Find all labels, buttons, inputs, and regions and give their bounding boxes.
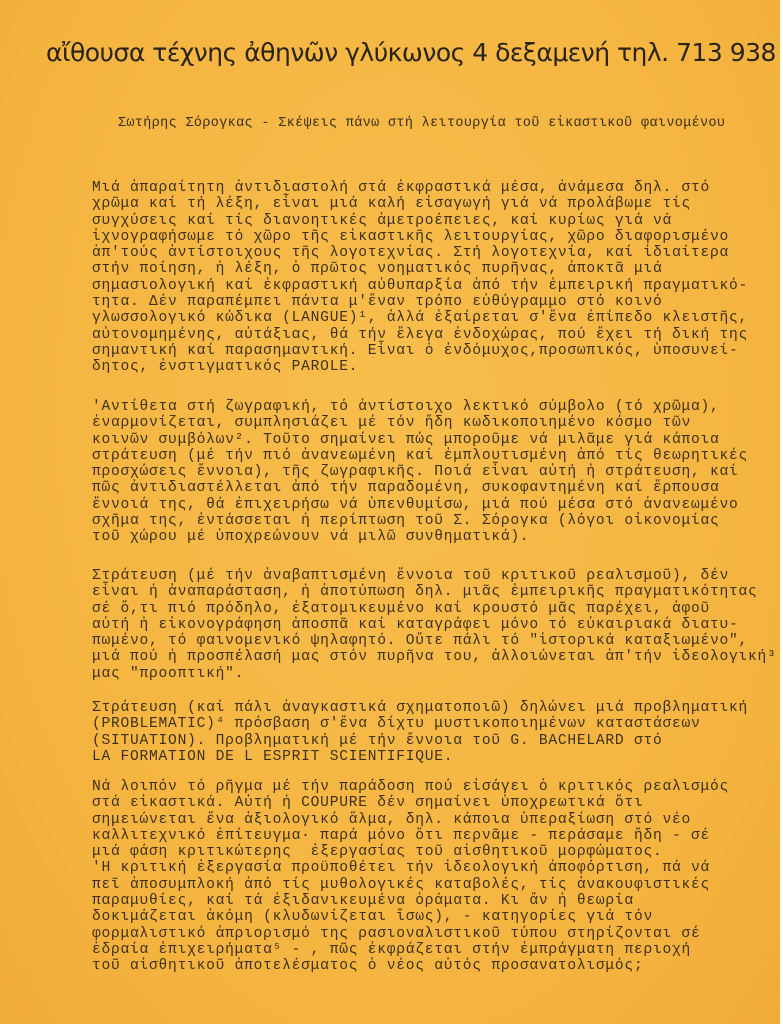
text-line: τητα. Δέν παραπέμπει πάντα μ'ἕναν τρόπο εὐθύγραμμο στό κοινό [92,294,663,311]
text-line: σημειώνεται ἕνα ἀξιολογικό ἅλμα, δηλ. κάποια ὑπεραξίωση στό νέο [92,811,691,828]
text-line: δητος, ἐνστιγματικός PAROLE. [92,359,359,376]
text-line: συγχύσεις καί τίς διανοητικές ἀμετροέπειες, καί κυρίως γιά νά [92,212,672,229]
text-line: δοκιμάζεται ἀκόμη (κλυδωνίζεται ἴσως), - κατηγορίες γιά τόν [92,909,653,926]
text-line: σχῆμα της, ἐντάσσεται ἡ περίπτωση τοῦ Σ. Σόρογκα (λόγοι οἰκονομίας [92,513,720,530]
text-line: ἑδραία ἐπιχειρήματα⁵ - , πῶς ἐκφράζεται στήν ἐμπράγματη περιοχή [92,941,691,958]
text-line: ἀπ'τούς ἀντίστοιχους τῆς λογοτεχνίας. Στή λογοτεχνία, καί ἰδιαίτερα [92,245,730,262]
paragraph-3 [92,568,777,682]
text-line: χρῶμα καί τή λέξη, εἶναι μιά καλή εἰσαγωγή γιά νά προλάβωμε τίς [92,196,691,213]
text-line: (PROBLEMATIC)⁴ πρόσβαση σ'ἕνα δίχτυ μυστικοποιημένων καταστάσεων [92,716,701,733]
text-line: τοῦ αἰσθητικοῦ ἀποτελέσματος ὁ νέος αὐτός προσανατολισμός; [92,958,644,975]
text-line: ἔννοιά της, θά ἐπιχειρήσω νά ὑπενθυμίσω, μιά πού μέσα στό ἀνανεωμένο [92,496,739,513]
text-line: ἰχνογραφήσωμε τό χῶρο τῆς εἰκαστικῆς λειτουργίας, χῶρο διαφορισμένο [92,228,730,245]
text-line: εἶναι ἡ ἀναπαράσταση, ἡ ἀποτύπωση δηλ. μιᾶς ἐμπειρικῆς πραγματικότητας [92,584,758,601]
paragraph-5 [92,779,729,975]
text-line: μιά πού ἡ προσπέλασή μας στόν πυρῆνα του, ἀλλοιώνεται ἀπ'τήν ἰδεολογική³ [92,649,777,666]
text-line: Νά λοιπόν τό ρῆγμα μέ τήν παράδοση πού εἰσάγει ὁ κριτικός ρεαλισμός [92,779,730,795]
document-title: Σωτήρης Σόρογκας - Σκέψεις πάνω στή λειτουργία τοῦ εἰκαστικοῦ φαινομένου [118,116,726,131]
text-line: Μιά ἀπαραίτητη ἀντιδιαστολή στά ἐκφραστικά μέσα, ἀνάμεσα δηλ. στό [92,180,710,196]
paragraph-1 [92,180,748,376]
text-line: σημασιολογική καί ἐκφραστική αὐθυπαρξία ἀπό τήν ἐμπειρική πραγματικό- [92,277,749,294]
text-line: σημαντική καί παρασημαντική. Εἶναι ὁ ἐνδόμυχος,προσωπικός, ὑποσυνεί- [92,342,739,359]
text-line: προσχώσεις ἔννοια), τῆς ζωγραφικῆς. Ποιά εἶναι αὐτή ἡ στράτευση, καί [92,464,739,481]
text-line: σέ ὅ,τι πιό πρόδηλο, ἐξατομικευμένο καί κρουστό μᾶς παρέχει, ἀφοῦ [92,600,710,617]
text-line: αὐτονομημένης, αὐτάξιας, θά τήν ἔλεγα ἐνδοχώρας, πού ἔχει τή δική της [92,326,749,343]
text-line: πῶς ἀντιδιαστέλλεται ἀπό τήν παραδομένη, συκοφαντημένη καί ἕρπουσα [92,480,720,497]
text-line: μιά φάση κριτικώτερης ἐξεργασίας τοῦ αἰσθητικοῦ μορφώματος. [92,844,663,861]
text-line: LA FORMATION DE L ESPRIT SCIENTIFIQUE. [92,748,454,765]
text-line: τοῦ χώρου μέ ὑποχρεώνουν νά μιλῶ συνθηματικά). [92,529,530,546]
text-line: πωμένο, τό φαινομενικό ψηλαφητό. Οὔτε πάλι τό "ἱστορικά καταξιωμένο", [92,633,749,650]
text-line: πεῖ ἀποσυμπλοκή ἀπό τίς μυθολογικές καταβολές, τίς ἀνακουφιστικές [92,876,710,893]
text-line: ἐναρμονίζεται, συμπλησιάζει μέ τόν ἤδη κωδικοποιημένο κόσμο τῶν [92,415,691,432]
text-line: 'Η κριτική ἐξεργασία προϋποθέτει τήν ἰδεολογική ἀποφόρτιση, πά νά [92,860,710,877]
text-line: γλωσσολογικό κώδικα (LANGUE)¹, ἀλλά ἐξαίρεται σ'ἕνα ἐπίπεδο κλειστῆς, [92,310,749,327]
text-line: μας "προοπτική". [92,665,245,682]
text-line: στράτευση (μέ τήν πιό ἀνανεωμένη καί ἐμπλουτισμένη ἀπό τίς θεωρητικές [92,447,749,464]
text-line: παραμυθίες, καί τά ἐξιδανικευμένα ὁράματα. Κι ἄν ἡ θεωρία [92,893,634,910]
letterhead: αἴθουσα τέχνης ἀθηνῶν γλύκωνος 4 δεξαμενή τηλ. 713 938 [46,38,776,67]
paragraph-2 [92,399,748,546]
text-line: στήν ποίηση, ἡ λέξη, ὁ πρῶτος νοηματικός πυρῆνας, ἀποκτᾶ μιά [92,261,663,278]
text-line: καλλιτεχνικό ἐπίτευγμα· παρά μόνο ὅτι περνᾶμε - περάσαμε ἤδη - σέ [92,827,710,844]
text-line: Στράτευση (μέ τήν ἀναβαπτισμένη ἔννοια τοῦ κριτικοῦ ρεαλισμοῦ), δέν [92,568,730,584]
text-line: κοινῶν συμβόλων². Τοῦτο σημαίνει πώς μποροῦμε νά μιλᾶμε γιά κάποια [92,431,720,448]
text-line: στά εἰκαστικά. Αὐτή ἡ COUPURE δέν σημαίνει ὑποχρεωτικά ὅτι [92,795,644,812]
text-line: (SITUATION). Προβληματική μέ τήν ἔννοια τοῦ G. BACHELARD στό [92,732,663,749]
text-line: Στράτευση (καί πάλι ἀναγκαστικά σχηματοποιῶ) δηλώνει μιά προβληματική [92,700,749,716]
text-line: φορμαλιστικό ἀπριορισμό της ρασιοναλιστικοῦ τύπου στηρίζονται σέ [92,925,701,942]
text-line: αὐτή ἡ εἰκονογράφηση ἀποσπᾶ καί καταγράφει μόνο τό εὐκαιριακά διατυ- [92,616,739,633]
text-line: 'Αντίθετα στή ζωγραφική, τό ἀντίστοιχο λεκτικό σύμβολο (τό χρῶμα), [92,399,720,415]
paragraph-4 [92,700,748,765]
